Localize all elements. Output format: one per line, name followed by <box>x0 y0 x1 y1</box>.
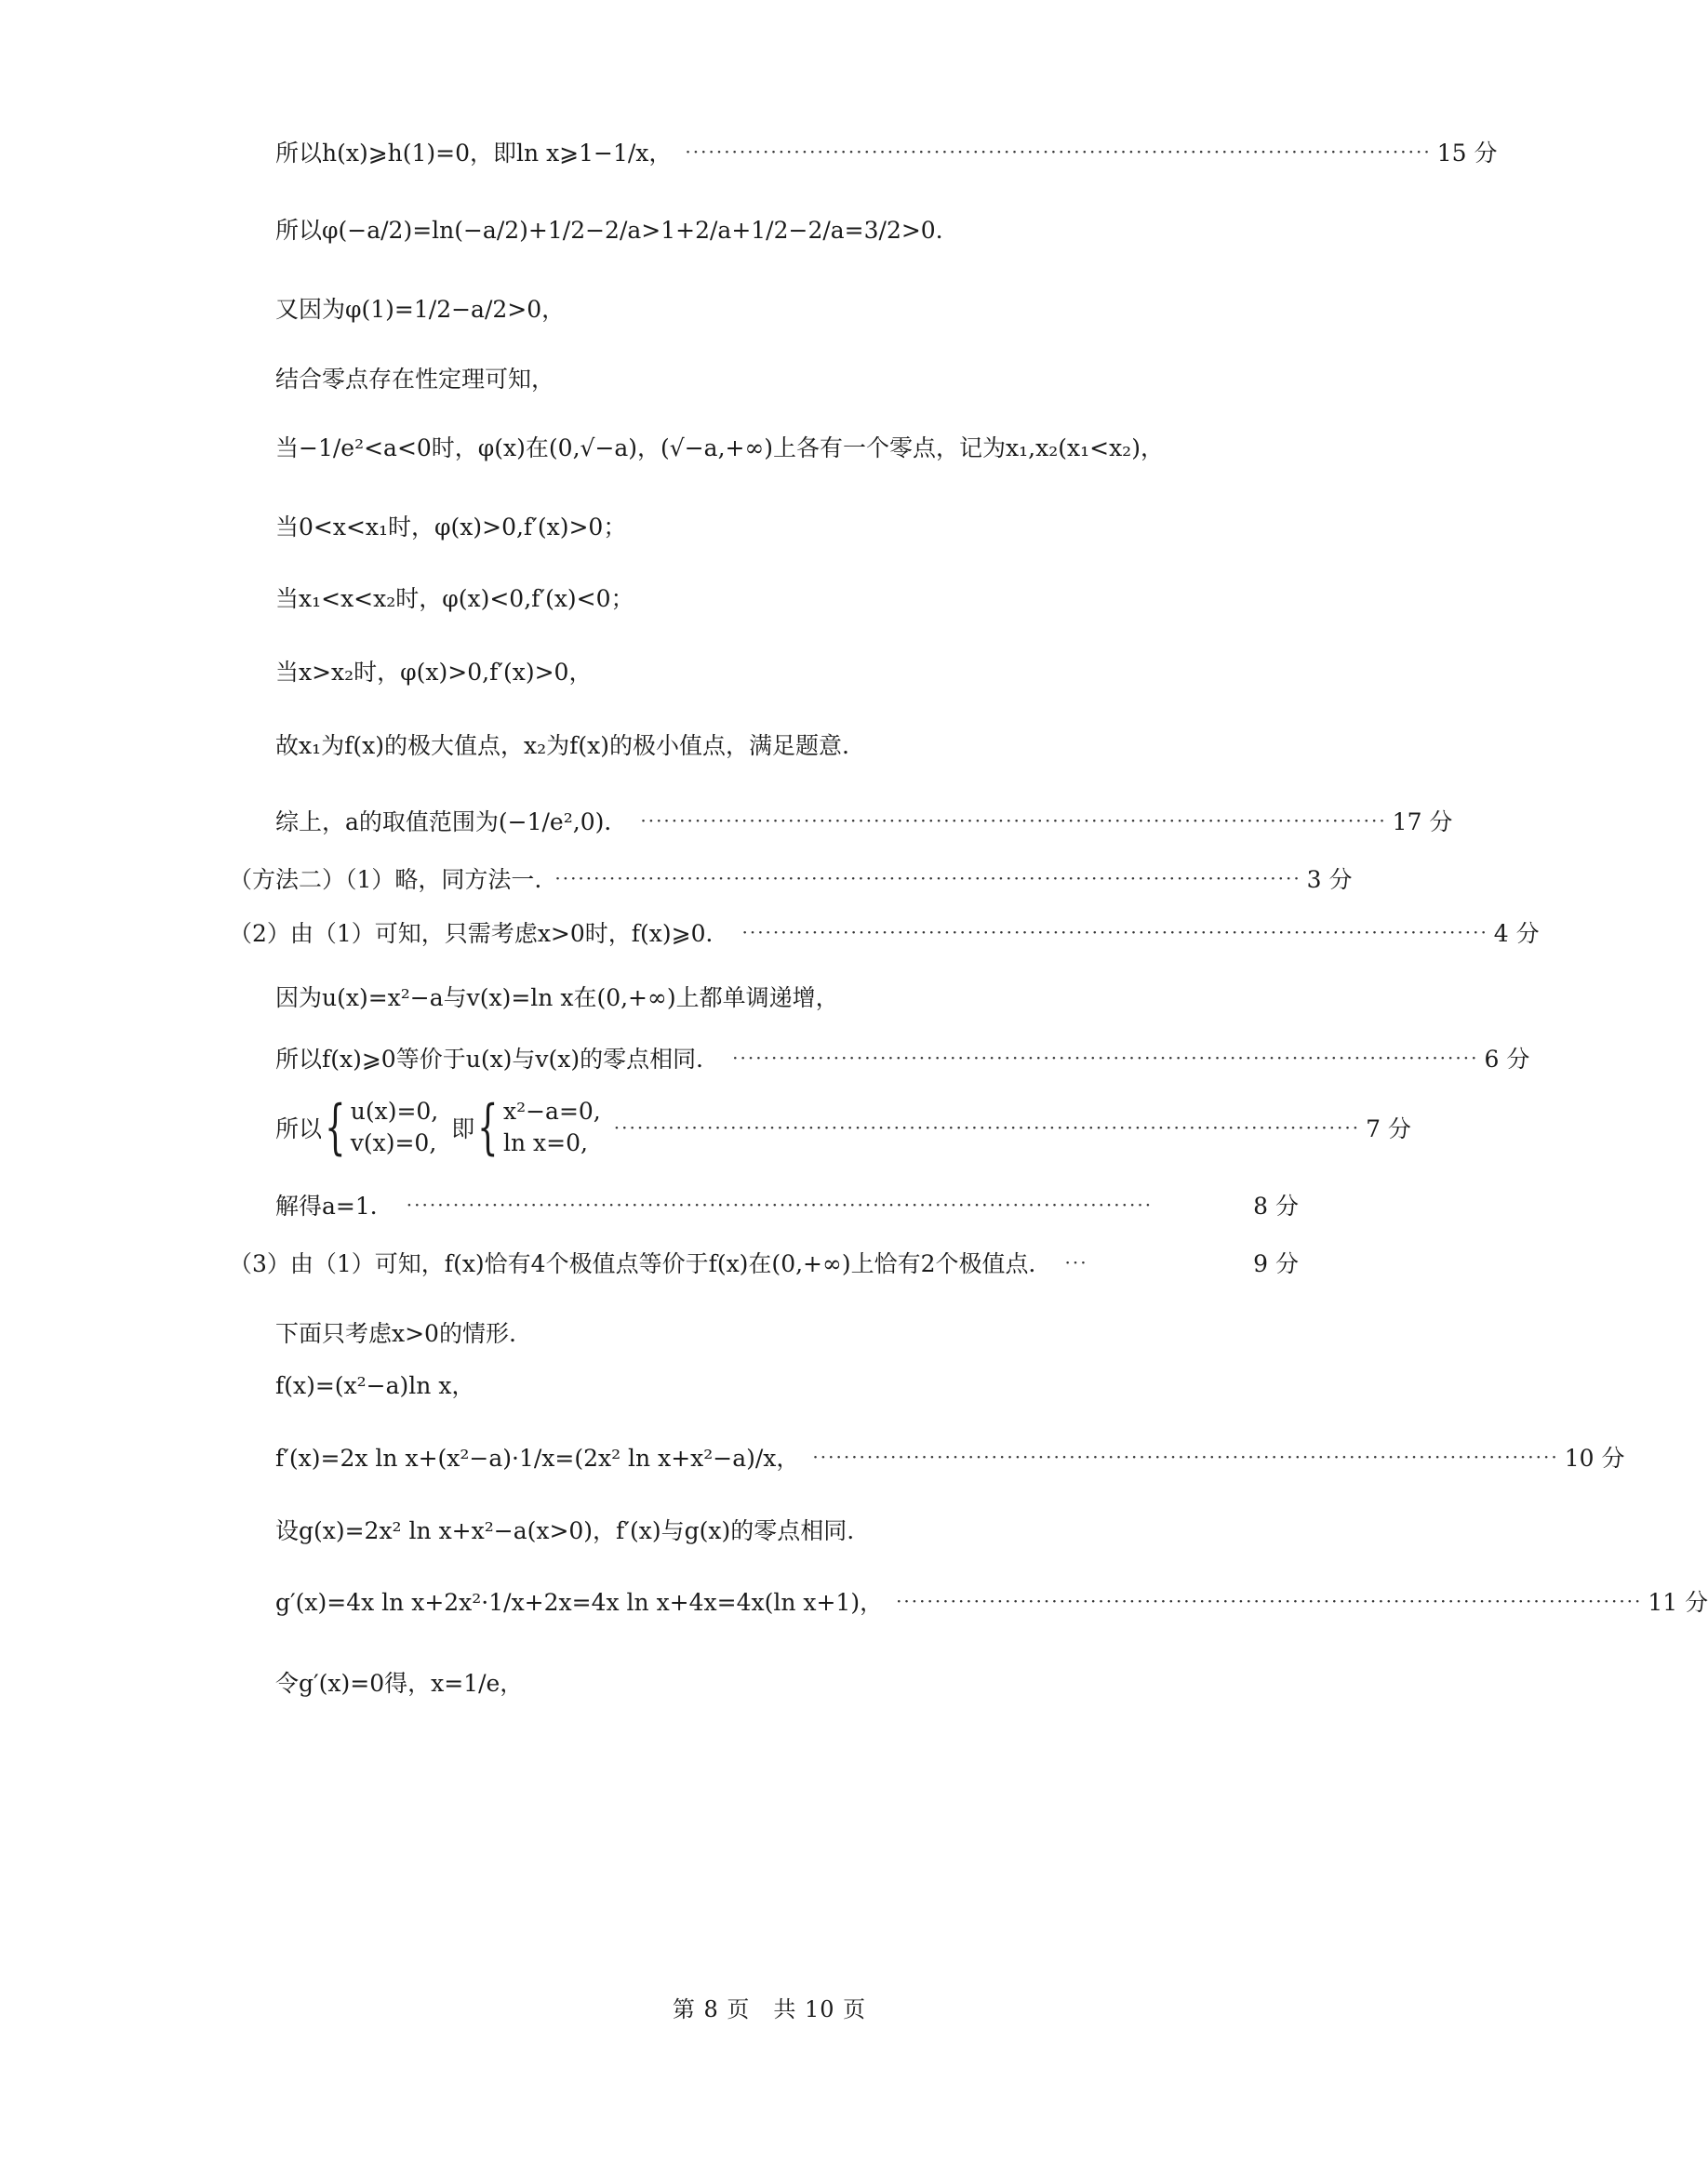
line-text: f(x)=(x²−a)ln x， <box>275 1372 475 1399</box>
dot-leader: ································································································ <box>554 867 1301 889</box>
line-text: 故x₁为f(x)的极大值点，x₂为f(x)的极小值点，满足题意. <box>275 732 849 759</box>
dot-leader: ································································································ <box>741 921 1488 943</box>
score-mark: 17 分 <box>1392 808 1453 835</box>
solution-line <box>229 861 1353 895</box>
dot-leader: ································································································ <box>685 140 1432 163</box>
line-text: （2）由（1）可知，只需考虑x>0时，f(x)⩾0． <box>229 920 729 947</box>
solution-line <box>275 430 1299 463</box>
system-row: x²−a=0, <box>502 1098 601 1125</box>
system-row: u(x)=0, <box>350 1098 439 1125</box>
solution-line <box>275 1513 1299 1546</box>
line-text: g′(x)=4x ln x+2x²·1/x+2x=4x ln x+4x=4x(ln x+1)， <box>275 1589 884 1616</box>
line-text: 所以h(x)⩾h(1)=0，即ln x⩾1−1/x， <box>275 140 673 167</box>
score-mark: 15 分 <box>1436 140 1498 167</box>
left-brace: { <box>477 1092 499 1162</box>
page-footer: 第 8 页 共 10 页 <box>672 1996 867 2022</box>
line-text: 解得a=1． <box>275 1193 394 1220</box>
score-mark: 6 分 <box>1484 1046 1530 1073</box>
solution-line <box>229 915 1540 949</box>
solution-line <box>275 580 1299 614</box>
system-row: v(x)=0, <box>350 1128 437 1156</box>
equation-system-a <box>322 1092 439 1162</box>
solution-line <box>275 1665 1299 1699</box>
solution-line <box>275 135 1498 168</box>
line-text: 设g(x)=2x² ln x+x²−a(x>0)，f′(x)与g(x)的零点相同. <box>275 1517 855 1544</box>
equation-system-b <box>474 1092 601 1162</box>
dot-leader: ································································································ <box>896 1590 1643 1612</box>
solution-line <box>275 804 1453 837</box>
dot-leader: ································································································ <box>406 1194 1154 1216</box>
score-mark: 10 分 <box>1564 1445 1625 1472</box>
line-text: 当x₁<x<x₂时，φ(x)<0,f′(x)<0； <box>275 585 634 612</box>
solution-line <box>275 1368 1299 1401</box>
equation-system-line <box>275 1092 1411 1162</box>
solution-line <box>275 980 1299 1013</box>
system-middle: 即 <box>451 1114 475 1142</box>
left-brace: { <box>325 1092 346 1162</box>
line-text: 综上，a的取值范围为(−1/e²,0)． <box>275 808 628 835</box>
score-mark: 3 分 <box>1306 866 1353 893</box>
dot-leader: ··· <box>1064 1251 1088 1274</box>
line-text: 又因为φ(1)=1/2−a/2>0， <box>275 296 566 323</box>
line-text: 所以φ(−a/2)=ln(−a/2)+1/2−2/a>1+2/a+1/2−2/a=3/2>0． <box>275 217 959 244</box>
line-text: 当x>x₂时，φ(x)>0,f′(x)>0， <box>275 659 593 686</box>
line-text: 当−1/e²<a<0时，φ(x)在(0,√−a)，(√−a,+∞)上各有一个零点，记为x₁,x₂(x₁<x₂)， <box>275 434 1164 461</box>
score-mark: 7 分 <box>1366 1114 1411 1142</box>
score-mark: 8 分 <box>1253 1193 1299 1220</box>
line-text: 当0<x<x₁时，φ(x)>0,f′(x)>0； <box>275 514 627 540</box>
line-text: （方法二）（1）略，同方法一. <box>229 866 542 893</box>
dot-leader: ································································································ <box>640 809 1387 832</box>
line-text: f′(x)=2x ln x+(x²−a)·1/x=(2x² ln x+x²−a)/x， <box>275 1445 800 1472</box>
solution-line <box>275 1315 1299 1349</box>
solution-line <box>275 212 1299 246</box>
score-mark: 4 分 <box>1493 920 1540 947</box>
solution-line <box>275 727 1299 761</box>
solution-line <box>275 361 1299 394</box>
solution-line <box>275 654 1299 687</box>
dot-leader: ································································································ <box>812 1446 1559 1468</box>
line-text: 结合零点存在性定理可知， <box>275 366 555 393</box>
solution-line <box>275 1188 1299 1221</box>
line-text: 下面只考虑x>0的情形. <box>275 1320 516 1347</box>
score-mark: 9 分 <box>1253 1250 1299 1277</box>
solution-line <box>229 1246 1299 1279</box>
score-mark: 11 分 <box>1648 1589 1708 1616</box>
line-text: 所以f(x)⩾0等价于u(x)与v(x)的零点相同． <box>275 1046 720 1073</box>
line-text: 令g′(x)=0得，x=1/e， <box>275 1670 524 1697</box>
solution-line <box>275 1440 1625 1474</box>
dot-leader: ································································································ <box>613 1115 1361 1139</box>
line-text: 因为u(x)=x²−a与v(x)=ln x在(0,+∞)上都单调递增， <box>275 984 839 1011</box>
line-text: （3）由（1）可知，f(x)恰有4个极值点等价于f(x)在(0,+∞)上恰有2个极值点． <box>229 1250 1052 1277</box>
system-row: ln x=0, <box>502 1128 588 1156</box>
solution-line <box>275 1584 1708 1618</box>
system-prefix: 所以 <box>275 1114 323 1142</box>
dot-leader: ································································································ <box>732 1047 1479 1069</box>
solution-line <box>275 509 1299 542</box>
solution-line <box>275 291 1299 325</box>
solution-line <box>275 1041 1530 1074</box>
